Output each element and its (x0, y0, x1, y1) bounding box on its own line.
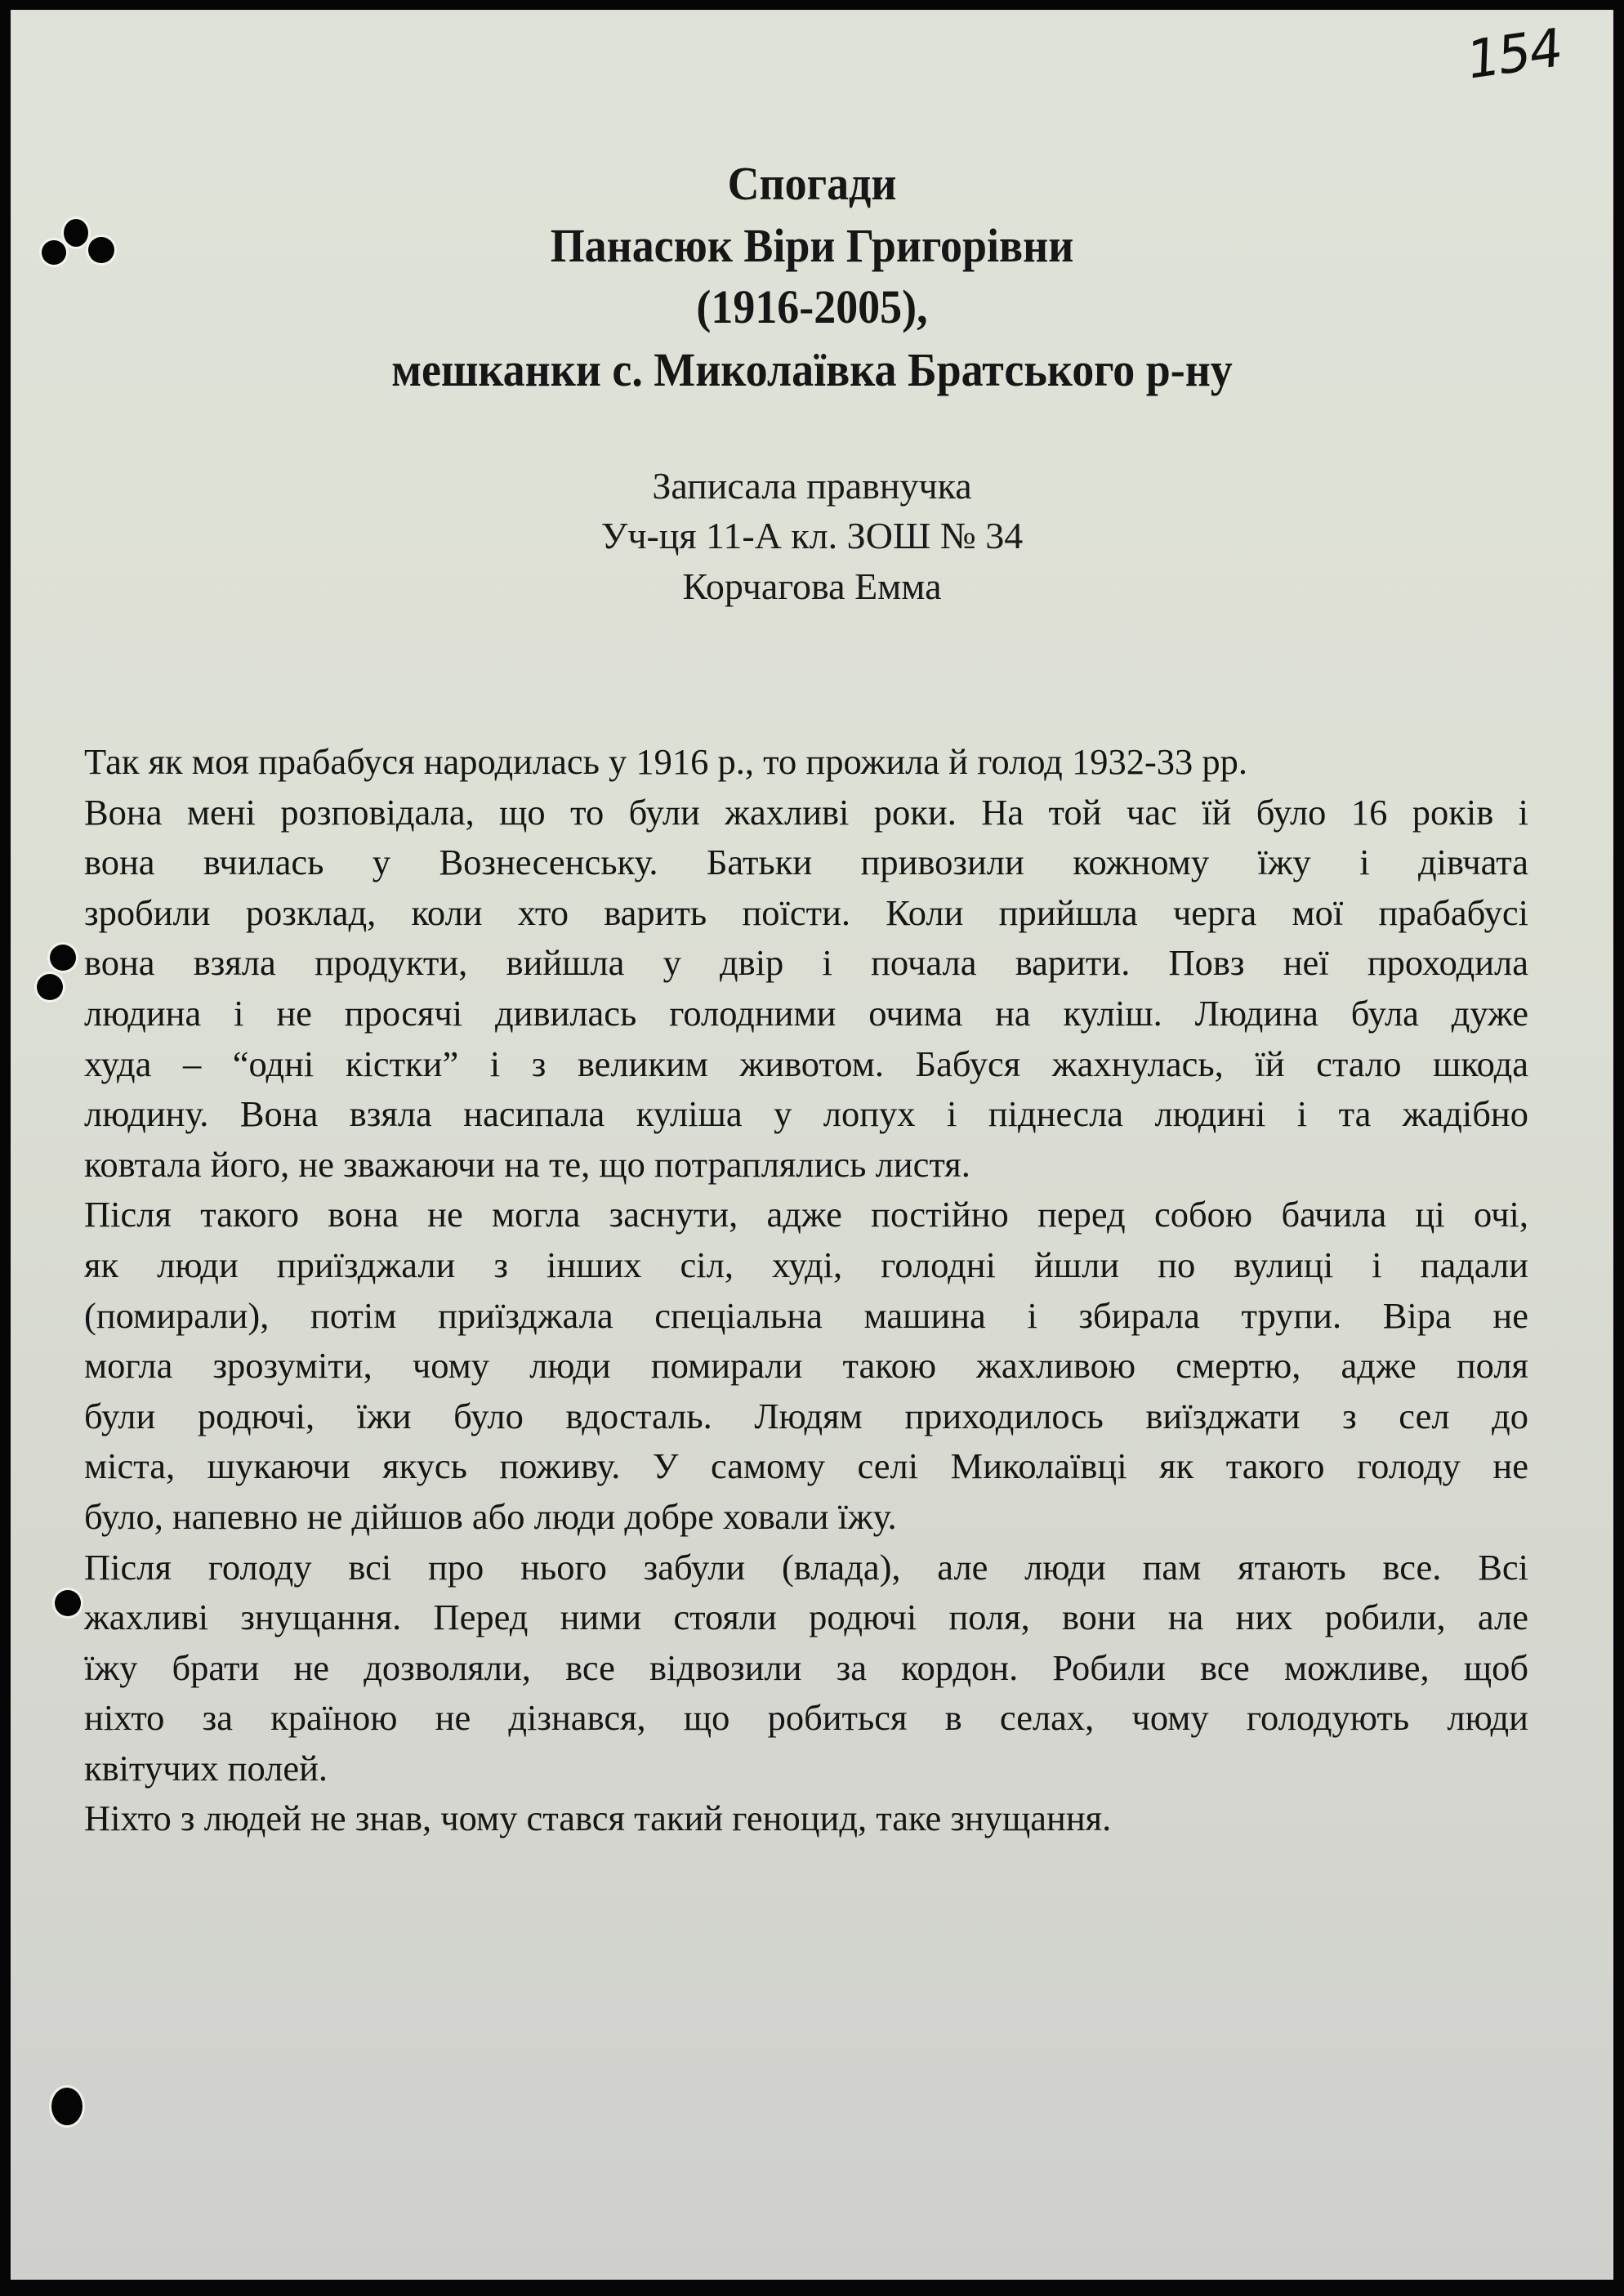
body-line: було, напевно не дійшов або люди добре ховали їжу. (84, 1495, 897, 1537)
body-line: були родючі, їжи було вдосталь. Людям приходилось виїзджати з сел до (84, 1395, 1528, 1436)
body-line: жахливі знущання. Перед ними стояли родючі поля, вони на них робили, але (84, 1597, 1528, 1638)
body-line: їжу брати не дозволяли, все відвозили за кордон. Робили все можливе, щоб (84, 1646, 1528, 1688)
body-line: Ніхто з людей не знав, чому стався такий геноцид, таке знущання. (84, 1798, 1112, 1839)
recorded-by-line: Корчагова Емма (682, 565, 942, 607)
body-line: вона вчилась у Вознесенську. Батьки привозили кожному їжу і дівчата (84, 842, 1528, 883)
title-line: мешканки с. Миколаївка Братського р-ну (391, 343, 1233, 396)
body-line: квітучих полей. (84, 1747, 328, 1789)
body-line: як люди приїзджали з інших сіл, худі, голодні йшли по вулиці і падали (84, 1244, 1528, 1285)
body-line: людина і не просячі дивилась голодними очима на куліш. Людина була дуже (84, 992, 1528, 1034)
body-line: Після голоду всі про нього забули (влада), але люди пам ятають все. Всі (84, 1546, 1528, 1588)
body-line: Після такого вона не могла заснути, адже постійно перед собою бачила ці очі, (84, 1194, 1528, 1235)
punch-hole (50, 945, 76, 971)
body-line: людину. Вона взяла насипала куліша у лопух і піднесла людині і та жадібно (84, 1093, 1528, 1135)
body-line: (помирали), потім приїзджала спеціальна машина і збирала трупи. Віра не (84, 1294, 1528, 1336)
body-line: Вона мені розповідала, що то були жахливі роки. На той час їй було 16 років і (84, 791, 1528, 833)
memoir-body (84, 737, 1528, 1844)
punch-hole (51, 2088, 83, 2125)
body-line: ковтала його, не зважаючи на те, що потраплялись листя. (84, 1143, 970, 1185)
body-line: вона взяла продукти, вийшла у двір і почала варити. Повз неї проходила (84, 942, 1528, 984)
title-line: Панасюк Віри Григорівни (550, 219, 1074, 272)
body-line: худа – “одні кістки” і з великим животом. Бабуся жахнулась, їй стало шкода (84, 1043, 1528, 1084)
handwritten-page-number: 154 (1466, 17, 1562, 92)
body-line: ніхто за країною не дізнався, що робиться в селах, чому голодують люди (84, 1697, 1528, 1739)
punch-hole (37, 974, 63, 1000)
recorded-by-line: Записала правнучка (652, 465, 972, 507)
body-line: зробили розклад, коли хто варить поїсти. Коли прийшла черга мої прабабусі (84, 891, 1528, 933)
body-line: міста, шукаючи якусь поживу. У самому селі Миколаївці як такого голоду не (84, 1445, 1528, 1487)
recorded-by-line: Уч-ця 11-А кл. ЗОШ № 34 (600, 515, 1024, 556)
body-line: Так як моя прабабуся народилась у 1916 р., то прожила й голод 1932-33 рр. (84, 741, 1248, 782)
punch-hole (55, 1590, 81, 1616)
body-line: могла зрозуміти, чому люди помирали такою жахливою смертю, адже поля (84, 1345, 1528, 1387)
title-line: Спогади (727, 157, 897, 210)
title-line: (1916-2005), (696, 280, 928, 333)
